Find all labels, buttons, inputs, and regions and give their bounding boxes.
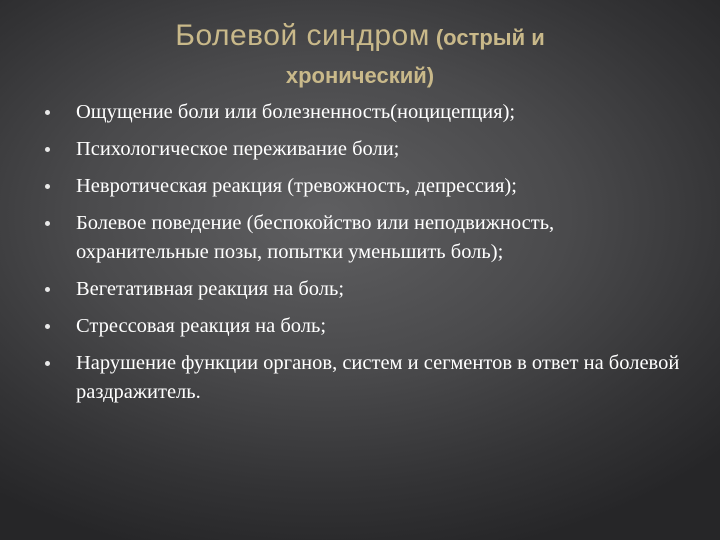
bullet-dot-icon <box>40 349 54 378</box>
bullet-text: Стрессовая реакция на боль; <box>76 315 327 337</box>
bullet-item <box>40 98 690 127</box>
bullet-text: Болевое поведение (беспокойство или неподвижность, охранительные позы, попытки уменьшить боль); <box>76 212 555 263</box>
bullet-dot-icon <box>40 172 54 201</box>
title-subtitle-part-1: (острый и <box>435 25 545 50</box>
bullet-text: Невротическая реакция (тревожность, депрессия); <box>76 175 517 197</box>
bullet-item <box>40 209 690 267</box>
bullet-item <box>40 172 690 201</box>
title-line-1 <box>60 14 660 58</box>
bullet-dot-icon <box>40 135 54 164</box>
bullet-item <box>40 135 690 164</box>
bullet-item <box>40 312 690 341</box>
bullet-dot-icon <box>40 98 54 127</box>
bullet-dot-icon <box>40 275 54 304</box>
bullet-text: Нарушение функции органов, систем и сегментов в ответ на болевой раздражитель. <box>76 352 680 403</box>
bullet-text: Психологическое переживание боли; <box>76 138 400 160</box>
title-main-text: Болевой синдром <box>175 19 430 52</box>
bullet-list <box>40 98 690 415</box>
bullet-item <box>40 349 690 407</box>
bullet-text: Ощущение боли или болезненность(ноцицепция); <box>76 101 516 123</box>
bullet-dot-icon <box>40 312 54 341</box>
title-subtitle-part-2: хронический) <box>285 63 435 88</box>
bullet-dot-icon <box>40 209 54 238</box>
bullet-item <box>40 275 690 304</box>
slide-title <box>60 14 660 94</box>
bullet-text: Вегетативная реакция на боль; <box>76 278 345 300</box>
